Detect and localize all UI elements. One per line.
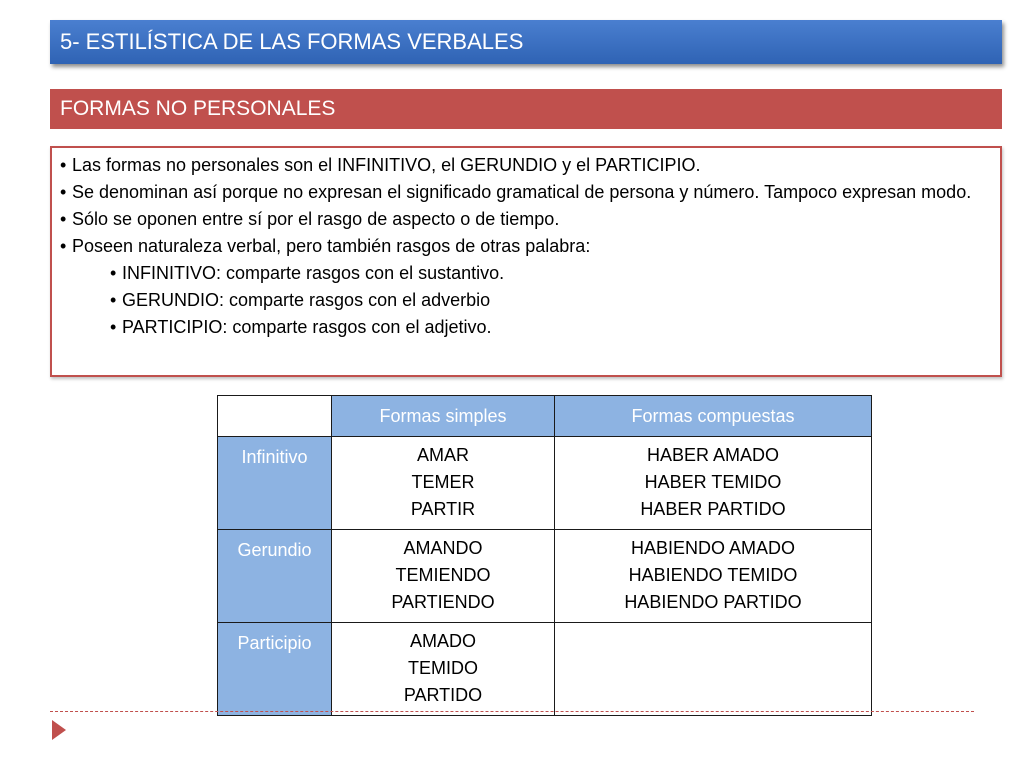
row-label-infinitivo: Infinitivo bbox=[218, 437, 332, 530]
row-label-gerundio: Gerundio bbox=[218, 530, 332, 623]
bullet-item: • Poseen naturaleza verbal, pero también rasgos de otras palabra: bbox=[60, 236, 591, 256]
slide-title bbox=[50, 20, 1002, 64]
section-subtitle-text: FORMAS NO PERSONALES bbox=[60, 97, 336, 120]
footer-divider bbox=[50, 711, 974, 712]
cell-simple: AMAR TEMER PARTIR bbox=[332, 437, 555, 530]
bullet-item: • Sólo se oponen entre sí por el rasgo de aspecto o de tiempo. bbox=[60, 209, 560, 229]
row-label-participio: Participio bbox=[218, 623, 332, 716]
table-row bbox=[218, 623, 872, 716]
cell-compound: HABIENDO AMADO HABIENDO TEMIDO HABIENDO PARTIDO bbox=[555, 530, 872, 623]
header-formas-simples: Formas simples bbox=[332, 396, 555, 437]
table-row bbox=[218, 530, 872, 623]
table-corner-cell bbox=[218, 396, 332, 437]
header-formas-compuestas: Formas compuestas bbox=[555, 396, 872, 437]
cell-simple: AMADO TEMIDO PARTIDO bbox=[332, 623, 555, 716]
bullet-item: • Se denominan así porque no expresan el significado gramatical de persona y número. Tampoco expresan modo. bbox=[60, 182, 972, 202]
verb-forms-table bbox=[217, 395, 872, 716]
bullet-item: • Las formas no personales son el INFINITIVO, el GERUNDIO y el PARTICIPIO. bbox=[60, 155, 701, 175]
sub-bullet-item: • GERUNDIO: comparte rasgos con el adverbio bbox=[110, 290, 491, 310]
cell-simple: AMANDO TEMIENDO PARTIENDO bbox=[332, 530, 555, 623]
sub-bullet-item: • INFINITIVO: comparte rasgos con el sustantivo. bbox=[110, 263, 505, 283]
cell-compound: HABER AMADO HABER TEMIDO HABER PARTIDO bbox=[555, 437, 872, 530]
content-box bbox=[50, 146, 1002, 377]
play-arrow-icon[interactable] bbox=[52, 720, 66, 740]
table-row bbox=[218, 437, 872, 530]
slide-title-text: 5- ESTILÍSTICA DE LAS FORMAS VERBALES bbox=[60, 29, 524, 54]
cell-compound-empty bbox=[555, 623, 872, 716]
section-subtitle bbox=[50, 89, 1002, 129]
sub-bullet-item: • PARTICIPIO: comparte rasgos con el adjetivo. bbox=[110, 317, 492, 337]
